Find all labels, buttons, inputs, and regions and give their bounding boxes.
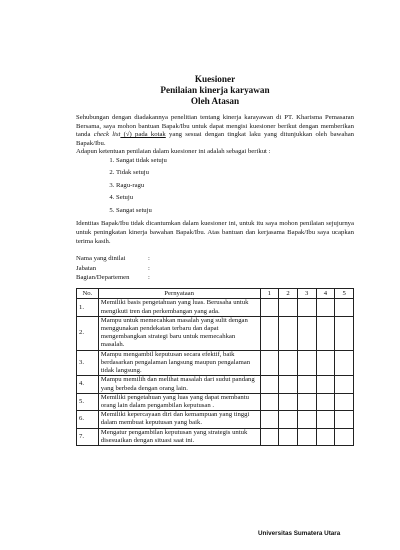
header-score-4: 4 xyxy=(316,289,335,299)
row-statement: Mampu untuk memecahkan masalah yang sulit dengan menggunakan pendekatan terbaru dan dapat mengembangkan strategi baru untuk memecahkan masalah. xyxy=(98,316,260,350)
row-statement: Mengatur pengambilan keputusan yang strategis untuk disesuaikan dengan situasi saat ini. xyxy=(98,428,260,445)
score-cell[interactable] xyxy=(260,411,279,428)
score-cell[interactable] xyxy=(335,393,354,410)
score-cell[interactable] xyxy=(316,299,335,316)
notice-paragraph: Identitas Bapak/Ibu tidak dicantumkan dalam kuesioner ini, untuk itu saya mohon penilaian sejujurnya untuk peningkatan kinerja bawahan Bapak/Ibu. Atas bantuan dan kerjasama Bapak/Ibu saya ucapkan terima kasih. xyxy=(76,220,354,245)
score-cell[interactable] xyxy=(297,299,316,316)
identity-row xyxy=(76,273,354,282)
intro-check-list: check list xyxy=(93,131,121,139)
row-number: 4. xyxy=(77,376,99,393)
score-cell[interactable] xyxy=(260,350,279,376)
intro-text: Sehubungan dengan diadakannya penelitian tentang kinerja karayawan di PT. Kharisma Pemasaran Bersama, saya mohon bantuan Bapak/Ibu untuk dapat mengisi kuesioner berikut dengan memberikan tanda xyxy=(76,114,354,139)
row-statement: Mampu memilih dan melihat masalah dari sudut pandang yang berbeda dengan orang lain. xyxy=(98,376,260,393)
score-cell[interactable] xyxy=(335,350,354,376)
identity-row xyxy=(76,264,354,273)
table-row xyxy=(77,411,354,428)
score-cell[interactable] xyxy=(297,376,316,393)
document-subtitle-2: Oleh Atasan xyxy=(190,96,240,106)
score-cell[interactable] xyxy=(297,316,316,350)
questionnaire-page xyxy=(76,74,354,446)
scale-item: 2. Tidak setuju xyxy=(116,169,354,182)
document-subtitle: Penilaian kinerja karyawan xyxy=(160,85,270,95)
score-cell[interactable] xyxy=(279,350,298,376)
score-cell[interactable] xyxy=(335,411,354,428)
scale-item: 3. Ragu-ragu xyxy=(116,182,354,195)
score-cell[interactable] xyxy=(297,428,316,445)
identity-block xyxy=(76,254,354,282)
score-cell[interactable] xyxy=(260,316,279,350)
scale-item: 5. Sangat setuju xyxy=(116,207,354,220)
score-cell[interactable] xyxy=(316,393,335,410)
score-cell[interactable] xyxy=(297,411,316,428)
identity-label: Nama yang dinilai xyxy=(76,255,126,263)
score-cell[interactable] xyxy=(316,411,335,428)
score-cell[interactable] xyxy=(297,393,316,410)
score-cell[interactable] xyxy=(279,299,298,316)
identity-separator: : xyxy=(148,255,150,263)
row-number: 3. xyxy=(77,350,99,376)
score-cell[interactable] xyxy=(279,376,298,393)
score-cell[interactable] xyxy=(279,428,298,445)
score-cell[interactable] xyxy=(260,393,279,410)
table-row xyxy=(77,350,354,376)
row-number: 1. xyxy=(77,299,99,316)
header-score-2: 2 xyxy=(279,289,298,299)
header-score-3: 3 xyxy=(297,289,316,299)
intro-paragraph xyxy=(76,114,354,157)
score-cell[interactable] xyxy=(279,411,298,428)
table-row xyxy=(77,299,354,316)
identity-row xyxy=(76,254,354,263)
score-cell[interactable] xyxy=(279,393,298,410)
score-cell[interactable] xyxy=(316,428,335,445)
document-title: Kuesioner xyxy=(194,74,236,84)
score-cell[interactable] xyxy=(297,350,316,376)
row-statement: Memiliki basis pengetahuan yang luas. Berusaha untuk mengikuti tren dan perkembangan yang ada. xyxy=(98,299,260,316)
header-no: No. xyxy=(77,289,99,299)
identity-separator: : xyxy=(148,274,150,282)
row-number: 2. xyxy=(77,316,99,350)
intro-check-mark: (√) pada kotak xyxy=(120,131,166,139)
table-row xyxy=(77,393,354,410)
questionnaire-table xyxy=(76,288,354,445)
row-statement: Mampu mengambil keputusan secara efektif, baik berdasarkan pengalaman langsung maupun pengalaman tidak langsung. xyxy=(98,350,260,376)
score-cell[interactable] xyxy=(335,316,354,350)
row-number: 7. xyxy=(77,428,99,445)
row-statement: Memiliki kepercayaan diri dan kemampuan yang tinggi dalam membuat keputusan yang baik. xyxy=(98,411,260,428)
intro-text-3: Adapun ketentuan penilaian dalam kuesioner ini adalah sebagai berikut : xyxy=(76,148,271,156)
row-statement: Memiliki pengetahuan yang luas yang dapat membantu orang lain dalam pengambilan keputusan . xyxy=(98,393,260,410)
header-score-1: 1 xyxy=(260,289,279,299)
scale-item: 4. Setuju xyxy=(116,194,354,207)
score-cell[interactable] xyxy=(279,316,298,350)
header-statement: Pernyataan xyxy=(98,289,260,299)
row-number: 5. xyxy=(77,393,99,410)
row-number: 6. xyxy=(77,411,99,428)
score-cell[interactable] xyxy=(316,350,335,376)
identity-label: Jabatan xyxy=(76,264,97,272)
title-block xyxy=(76,74,354,107)
table-row xyxy=(77,376,354,393)
table-row xyxy=(77,316,354,350)
rating-scale-list xyxy=(76,157,354,220)
score-cell[interactable] xyxy=(260,299,279,316)
intro-text-2: yang sesuai dengan tingkat laku yang ditunjukkan oleh bawahan Bapak/Ibu. xyxy=(76,131,355,147)
table-header-row xyxy=(77,289,354,299)
header-score-5: 5 xyxy=(335,289,354,299)
score-cell[interactable] xyxy=(316,316,335,350)
identity-label: Bagian/Departemen xyxy=(76,274,130,282)
scale-item: 1. Sangat tidak setuju xyxy=(116,157,354,170)
footer-university: Universitas Sumatera Utara xyxy=(258,530,341,537)
score-cell[interactable] xyxy=(335,376,354,393)
table-row xyxy=(77,428,354,445)
score-cell[interactable] xyxy=(316,376,335,393)
score-cell[interactable] xyxy=(335,428,354,445)
score-cell[interactable] xyxy=(260,376,279,393)
score-cell[interactable] xyxy=(335,299,354,316)
identity-separator: : xyxy=(148,264,150,272)
score-cell[interactable] xyxy=(260,428,279,445)
